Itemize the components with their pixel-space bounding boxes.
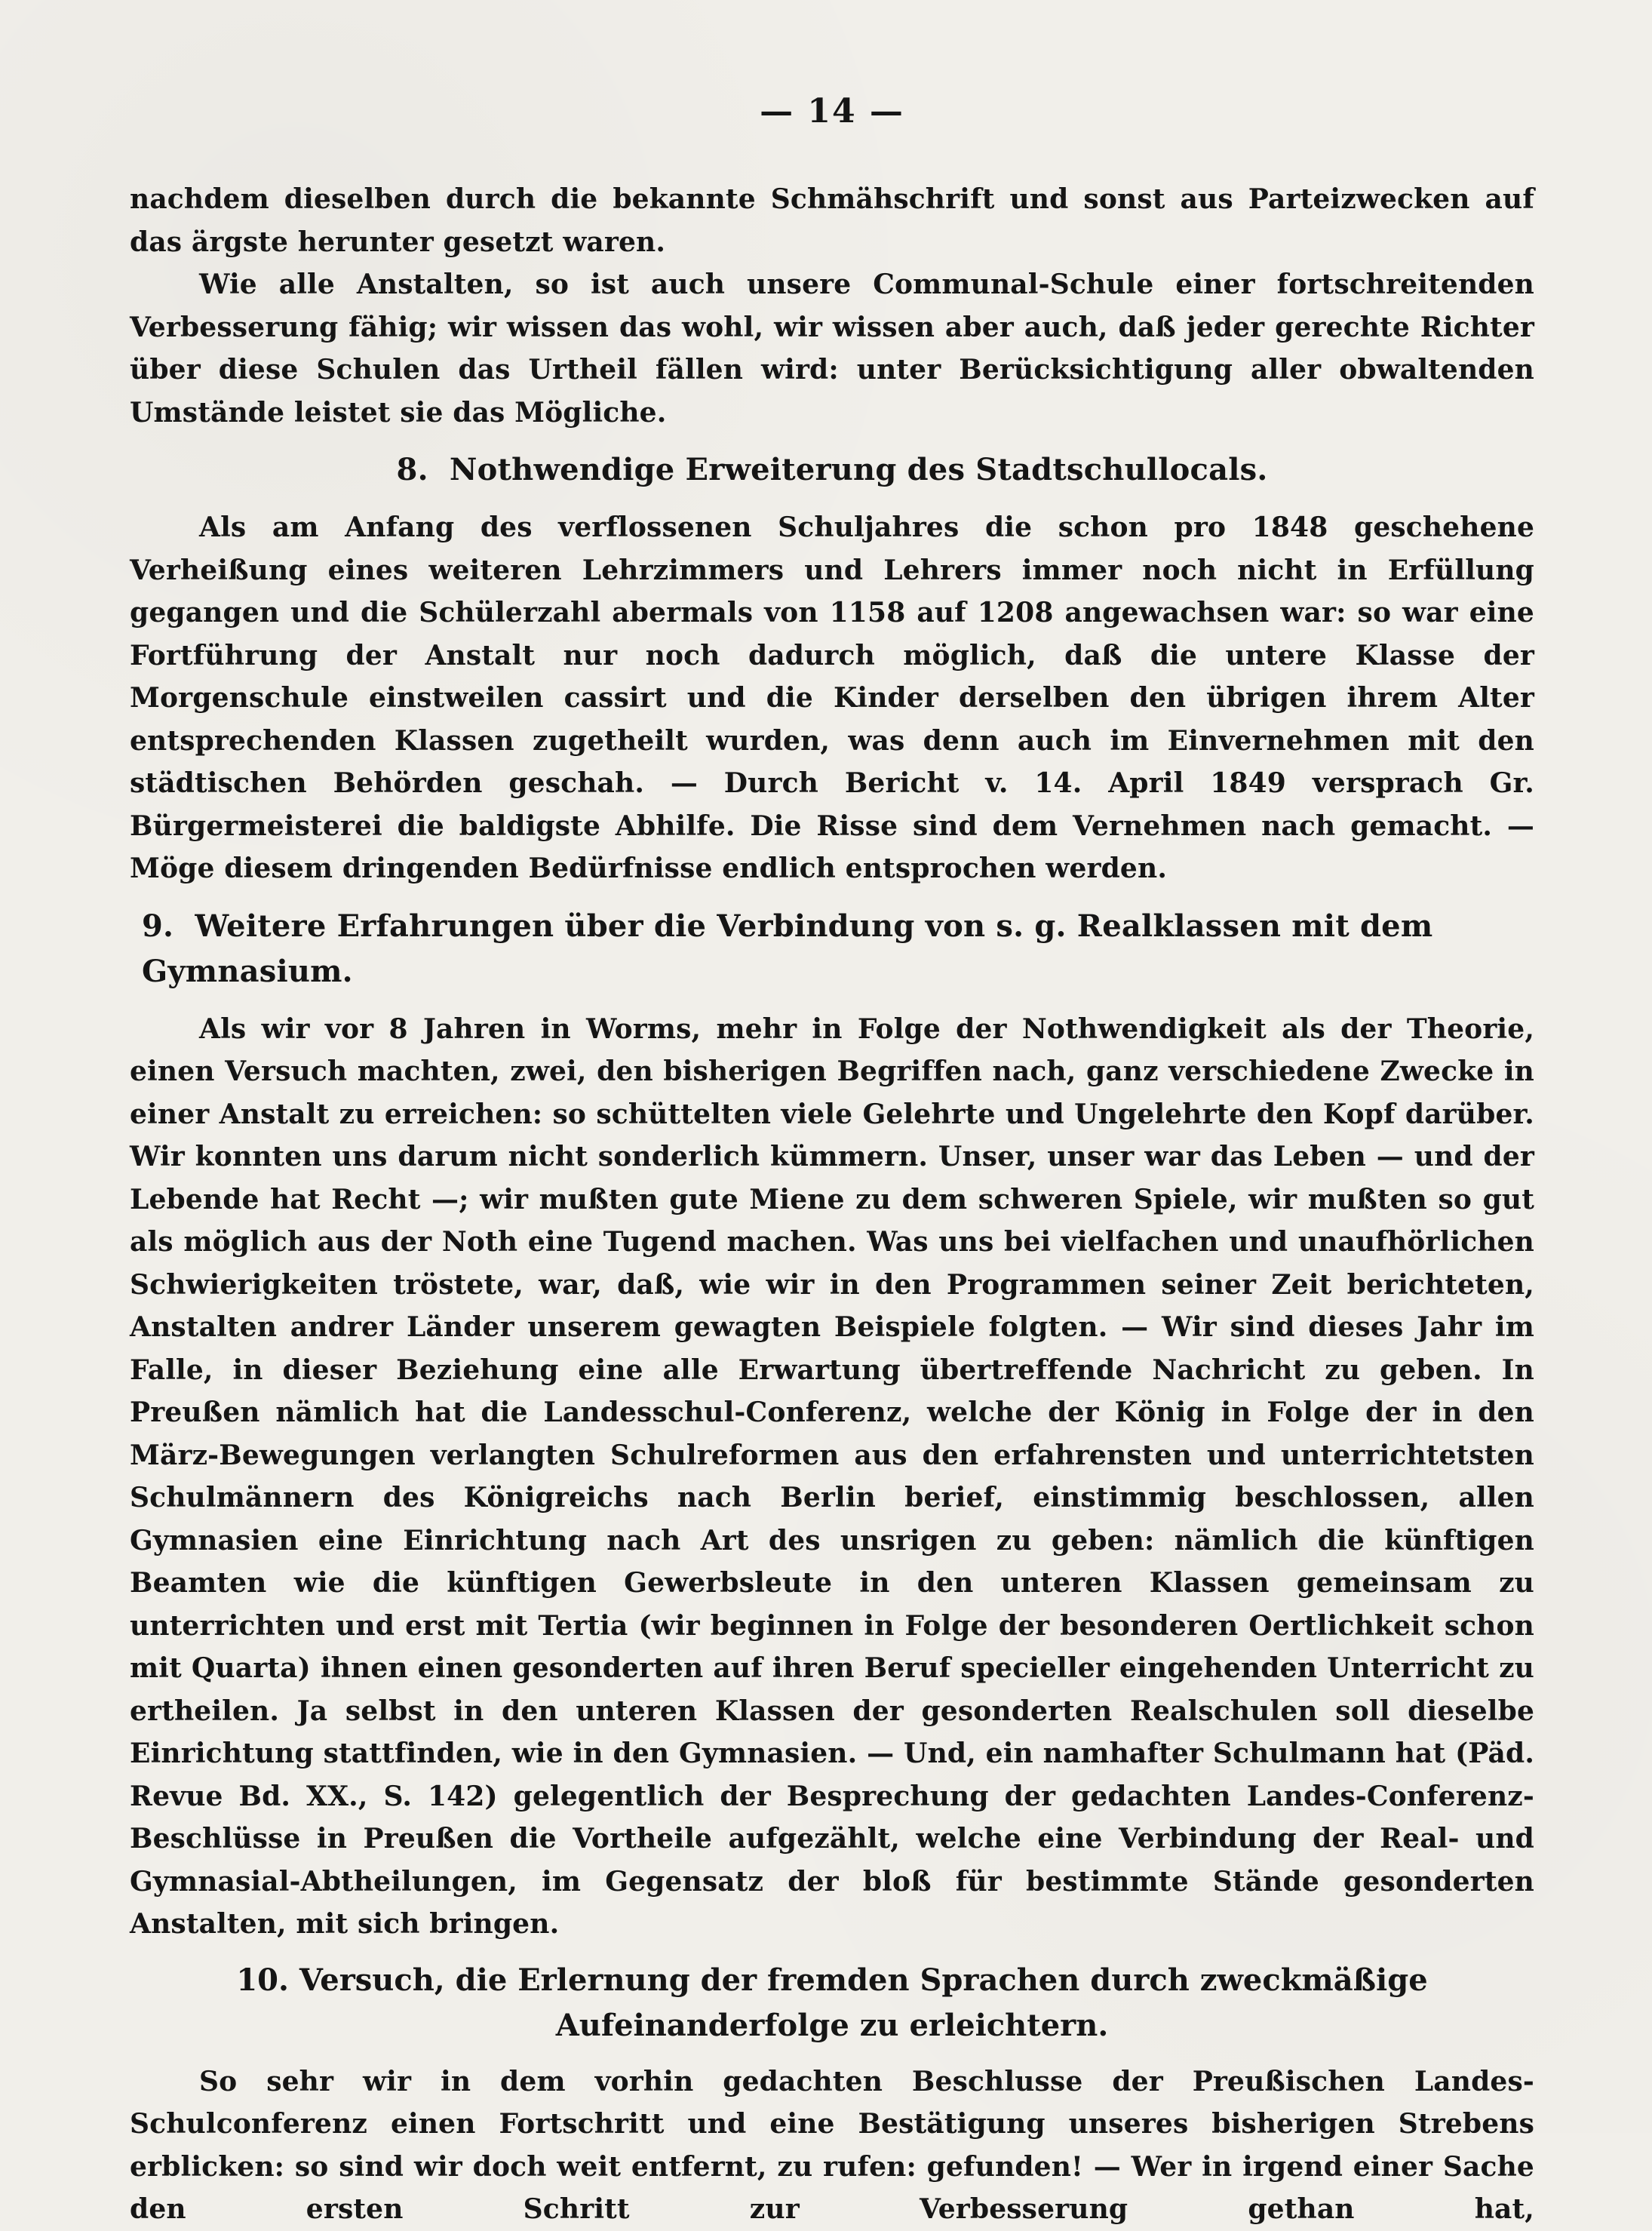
section-title-8: Nothwendige Erweiterung des Stadtschullocals.	[449, 452, 1268, 487]
page-number: — 14 —	[760, 92, 904, 131]
paragraph-2: Wie alle Anstalten, so ist auch unsere Communal-Schule einer fortschreitenden Verbesserung fähig; wir wissen das wohl, wir wissen aber auch, daß jeder gerechte Richter über diese Schulen das Urtheil fällen wird: unter Berücksichtigung aller obwaltenden Umstände leistet sie das Mögliche.	[130, 269, 1534, 429]
section-heading-8	[130, 447, 1534, 493]
paragraph-4: Als wir vor 8 Jahren in Worms, mehr in Folge der Nothwendigkeit als der Theorie, einen Versuch machten, zwei, den bisherigen Begriffen nach, ganz verschiedene Zwecke in einer Anstalt zu erreichen: so schüttelten viele Gelehrte und Ungelehrte den Kopf darüber. Wir konnten uns darum nicht sonderlich kümmern. Unser, unser war das Leben — und der Lebende hat Recht —; wir mußten gute Miene zu dem schweren Spiele, wir mußten so gut als möglich aus der Noth eine Tugend machen. Was uns bei vielfachen und unaufhörlichen Schwierigkeiten tröstete, war, daß, wie wir in den Programmen seiner Zeit berichteten, Anstalten andrer Länder unserem gewagten Beispiele folgten. — Wir sind dieses Jahr im Falle, in dieser Beziehung eine alle Erwartung übertreffende Nachricht zu geben. In Preußen nämlich hat die Landesschul-Conferenz, welche der König in Folge der in den März-Bewegungen verlangten Schulreformen aus den erfahrensten und unterrichtetsten Schulmännern des Königreichs nach Berlin berief, einstimmig beschlossen, allen Gymnasien eine Einrichtung nach Art des unsrigen zu geben: nämlich die künftigen Beamten wie die künftigen Gewerbsleute in den unteren Klassen gemeinsam zu unterrichten und erst mit Tertia (wir beginnen in Folge der besonderen Oertlichkeit schon mit Quarta) ihnen einen gesonderten auf ihren Beruf specieller eingehenden Unterricht zu ertheilen. Ja selbst in den unteren Klassen der gesonderten Realschulen soll dieselbe Einrichtung stattfinden, wie in den Gymnasien. — Und, ein namhafter Schulmann hat (Päd. Revue Bd. XX., S. 142) gelegentlich der Besprechung der gedachten Landes-Conferenz-Beschlüsse in Preußen die Vortheile aufgezählt, welche eine Verbindung der Real- und Gymnasial-Abtheilungen, im Gegensatz der bloß für bestimmte Stände gesonderten Anstalten, mit sich bringen.	[130, 1013, 1534, 1940]
paragraph-3: Als am Anfang des verflossenen Schuljahres die schon pro 1848 geschehene Verheißung eines weiteren Lehrzimmers und Lehrers immer noch nicht in Erfüllung gegangen und die Schülerzahl abermals von 1158 auf 1208 angewachsen war: so war eine Fortführung der Anstalt nur noch dadurch möglich, daß die untere Klasse der Morgenschule einstweilen cassirt und die Kinder derselben den übrigen ihrem Alter entsprechenden Klassen zugetheilt wurden, was denn auch im Einvernehmen mit den städtischen Behörden geschah. — Durch Bericht v. 14. April 1849 versprach Gr. Bürgermeisterei die baldigste Abhilfe. Die Risse sind dem Vernehmen nach gemacht. — Möge diesem dringenden Bedürfnisse endlich entsprochen werden.	[130, 512, 1534, 884]
section-number-10: 10.	[236, 1962, 289, 1998]
paragraph-5: So sehr wir in dem vorhin gedachten Beschlusse der Preußischen Landes-Schulconferenz einen Fortschritt und eine Bestätigung unseres bisherigen Strebens erblicken: so sind wir doch weit entfernt, zu rufen: gefunden! — Wer in irgend einer Sache den ersten Schritt zur Verbesserung gethan hat,	[130, 2065, 1534, 2225]
paragraph-1: nachdem dieselben durch die bekannte Schmähschrift und sonst aus Parteizwecken auf das ärgste herunter gesetzt waren.	[130, 183, 1534, 258]
section-title-10-line	[130, 1958, 1534, 2048]
section-number-8: 8.	[396, 452, 428, 487]
section-title-10: Versuch, die Erlernung der fremden Sprachen durch zweckmäßige Aufeinanderfolge zu erleichtern.	[299, 1962, 1428, 2043]
section-number-9: 9.	[142, 908, 174, 944]
section-title-9: Weitere Erfahrungen über die Verbindung von s. g. Realklassen mit dem Gymnasium.	[142, 908, 1433, 989]
section-heading-10	[130, 1958, 1534, 2048]
section-heading-9	[142, 904, 1534, 994]
